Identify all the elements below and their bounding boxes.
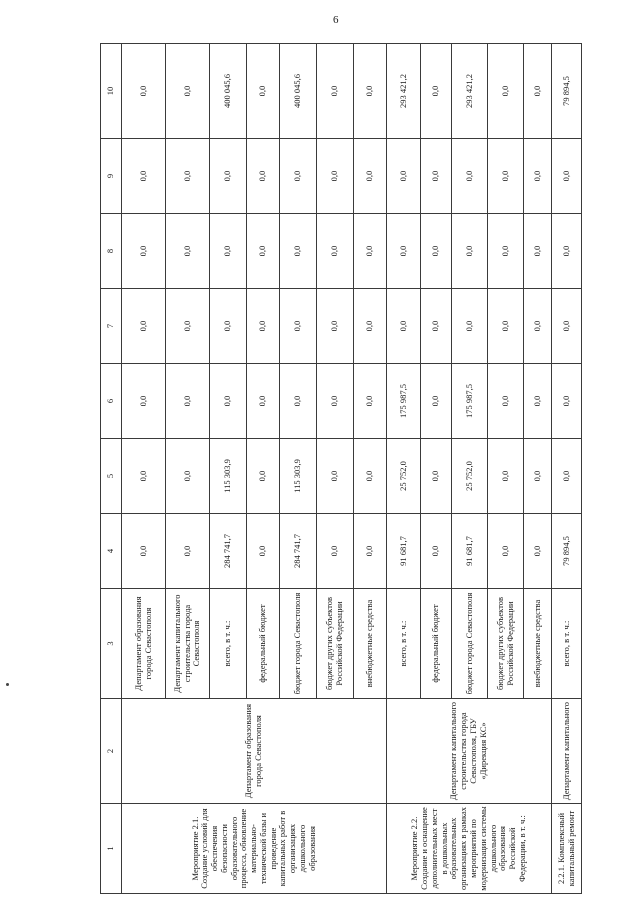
value-cell: 293 421,2: [387, 44, 421, 139]
value-cell: 0,0: [122, 44, 166, 139]
value-cell: 0,0: [387, 214, 421, 289]
value-cell: 0,0: [317, 214, 354, 289]
value-cell: 0,0: [452, 139, 488, 214]
value-cell: 0,0: [354, 439, 387, 514]
header-cell: 2: [101, 699, 122, 804]
source-cell: бюджет других субъектов Российской Федерации: [488, 589, 524, 699]
value-cell: 0,0: [354, 214, 387, 289]
value-cell: 79 894,5: [552, 44, 582, 139]
value-cell: 0,0: [280, 364, 317, 439]
value-cell: 0,0: [317, 364, 354, 439]
value-cell: 0,0: [552, 439, 582, 514]
value-cell: 0,0: [488, 289, 524, 364]
value-cell: 0,0: [122, 514, 166, 589]
value-cell: 0,0: [247, 514, 280, 589]
source-cell: внебюджетные средства: [354, 589, 387, 699]
value-cell: 175 987,5: [387, 364, 421, 439]
value-cell: 0,0: [452, 214, 488, 289]
value-cell: 0,0: [524, 214, 552, 289]
header-cell: 6: [101, 364, 122, 439]
source-cell: всего, в т. ч.:: [552, 589, 582, 699]
table-row: [552, 44, 582, 894]
value-cell: 0,0: [488, 139, 524, 214]
page-number: 6: [333, 14, 339, 26]
table-row: [387, 44, 421, 894]
value-cell: 0,0: [488, 439, 524, 514]
value-cell: 0,0: [354, 139, 387, 214]
value-cell: 284 741,7: [210, 514, 247, 589]
value-cell: 0,0: [524, 364, 552, 439]
value-cell: 0,0: [317, 439, 354, 514]
value-cell: 115 303,9: [210, 439, 247, 514]
value-cell: 175 987,5: [452, 364, 488, 439]
source-cell: бюджет города Севастополя: [452, 589, 488, 699]
value-cell: 0,0: [524, 139, 552, 214]
value-cell: 91 681,7: [387, 514, 421, 589]
value-cell: 0,0: [354, 514, 387, 589]
value-cell: 0,0: [488, 514, 524, 589]
value-cell: 0,0: [488, 214, 524, 289]
value-cell: 0,0: [280, 139, 317, 214]
value-cell: 284 741,7: [280, 514, 317, 589]
value-cell: 0,0: [421, 439, 452, 514]
source-cell: всего, в т. ч.:: [387, 589, 421, 699]
value-cell: 0,0: [552, 289, 582, 364]
value-cell: 0,0: [247, 439, 280, 514]
value-cell: 0,0: [122, 139, 166, 214]
value-cell: 0,0: [166, 439, 210, 514]
value-cell: 25 752,0: [387, 439, 421, 514]
value-cell: 0,0: [421, 214, 452, 289]
value-cell: 0,0: [122, 289, 166, 364]
department-cell: Департамент капитального строительства города Севастополя, ГБУ «Дирекция КС»: [387, 699, 552, 804]
budget-table: [100, 43, 582, 894]
header-cell: 5: [101, 439, 122, 514]
value-cell: 0,0: [354, 44, 387, 139]
value-cell: 0,0: [317, 514, 354, 589]
department-cell: Департамент капитального: [552, 699, 582, 804]
value-cell: 0,0: [247, 214, 280, 289]
value-cell: 0,0: [354, 289, 387, 364]
header-cell: 1: [101, 804, 122, 894]
value-cell: 0,0: [210, 214, 247, 289]
value-cell: 0,0: [166, 289, 210, 364]
value-cell: 0,0: [280, 214, 317, 289]
value-cell: 0,0: [210, 364, 247, 439]
header-cell: 4: [101, 514, 122, 589]
value-cell: 0,0: [122, 439, 166, 514]
header-cell: 7: [101, 289, 122, 364]
value-cell: 0,0: [524, 289, 552, 364]
header-cell: 3: [101, 589, 122, 699]
value-cell: 0,0: [166, 214, 210, 289]
activity-cell: 2.2.1. Комплексный капитальный ремонт: [552, 804, 582, 894]
value-cell: 0,0: [247, 139, 280, 214]
value-cell: 0,0: [247, 364, 280, 439]
value-cell: 0,0: [524, 439, 552, 514]
value-cell: 0,0: [552, 214, 582, 289]
value-cell: 0,0: [421, 44, 452, 139]
value-cell: 400 045,6: [280, 44, 317, 139]
value-cell: 0,0: [421, 139, 452, 214]
source-cell: внебюджетные средства: [524, 589, 552, 699]
value-cell: 0,0: [354, 364, 387, 439]
source-cell: всего, в т. ч.:: [210, 589, 247, 699]
value-cell: 115 303,9: [280, 439, 317, 514]
value-cell: 0,0: [210, 139, 247, 214]
value-cell: 0,0: [524, 44, 552, 139]
header-row: [101, 44, 122, 894]
source-cell: федеральный бюджет: [247, 589, 280, 699]
value-cell: 0,0: [247, 289, 280, 364]
value-cell: 91 681,7: [452, 514, 488, 589]
value-cell: 293 421,2: [452, 44, 488, 139]
header-cell: 8: [101, 214, 122, 289]
value-cell: 0,0: [387, 139, 421, 214]
source-cell: бюджет города Севастополя: [280, 589, 317, 699]
value-cell: 0,0: [387, 289, 421, 364]
value-cell: 0,0: [166, 364, 210, 439]
value-cell: 0,0: [524, 514, 552, 589]
rotated-table-wrapper: [100, 44, 576, 894]
value-cell: 0,0: [317, 289, 354, 364]
value-cell: 0,0: [488, 44, 524, 139]
value-cell: 0,0: [317, 44, 354, 139]
value-cell: 0,0: [280, 289, 317, 364]
value-cell: 0,0: [552, 139, 582, 214]
value-cell: 79 894,5: [552, 514, 582, 589]
activity-cell: Мероприятие 2.2. Создание и оснащение дополнительных мест в дошкольных образовательных организациях в рамках мероприятий по модернизации системы дошкольного образования Российской Федерации, в т. ч.:: [387, 804, 552, 894]
value-cell: 0,0: [166, 514, 210, 589]
department-cell: Департамент образования города Севастополя: [122, 699, 387, 804]
value-cell: 0,0: [166, 44, 210, 139]
value-cell: 0,0: [247, 44, 280, 139]
header-cell: 9: [101, 139, 122, 214]
source-cell: Департамент капитального строительства города Севастополя: [166, 589, 210, 699]
value-cell: 0,0: [488, 364, 524, 439]
value-cell: 0,0: [421, 514, 452, 589]
value-cell: 0,0: [122, 214, 166, 289]
value-cell: 25 752,0: [452, 439, 488, 514]
value-cell: 400 045,6: [210, 44, 247, 139]
value-cell: 0,0: [421, 364, 452, 439]
header-cell: 10: [101, 44, 122, 139]
value-cell: 0,0: [210, 289, 247, 364]
source-cell: Департамент образования города Севастополя: [122, 589, 166, 699]
value-cell: 0,0: [452, 289, 488, 364]
table-row: [122, 44, 166, 894]
value-cell: 0,0: [421, 289, 452, 364]
source-cell: федеральный бюджет: [421, 589, 452, 699]
source-cell: бюджет других субъектов Российской Федерации: [317, 589, 354, 699]
value-cell: 0,0: [122, 364, 166, 439]
activity-cell: Мероприятие 2.1. Создание условий для обеспечения безопасности образовательного процесса, обновление материально-технической базы и проведение капитальных работ в организациях дошкольного образования: [122, 804, 387, 894]
value-cell: 0,0: [317, 139, 354, 214]
value-cell: 0,0: [552, 364, 582, 439]
scan-artifact: [6, 683, 9, 686]
value-cell: 0,0: [166, 139, 210, 214]
